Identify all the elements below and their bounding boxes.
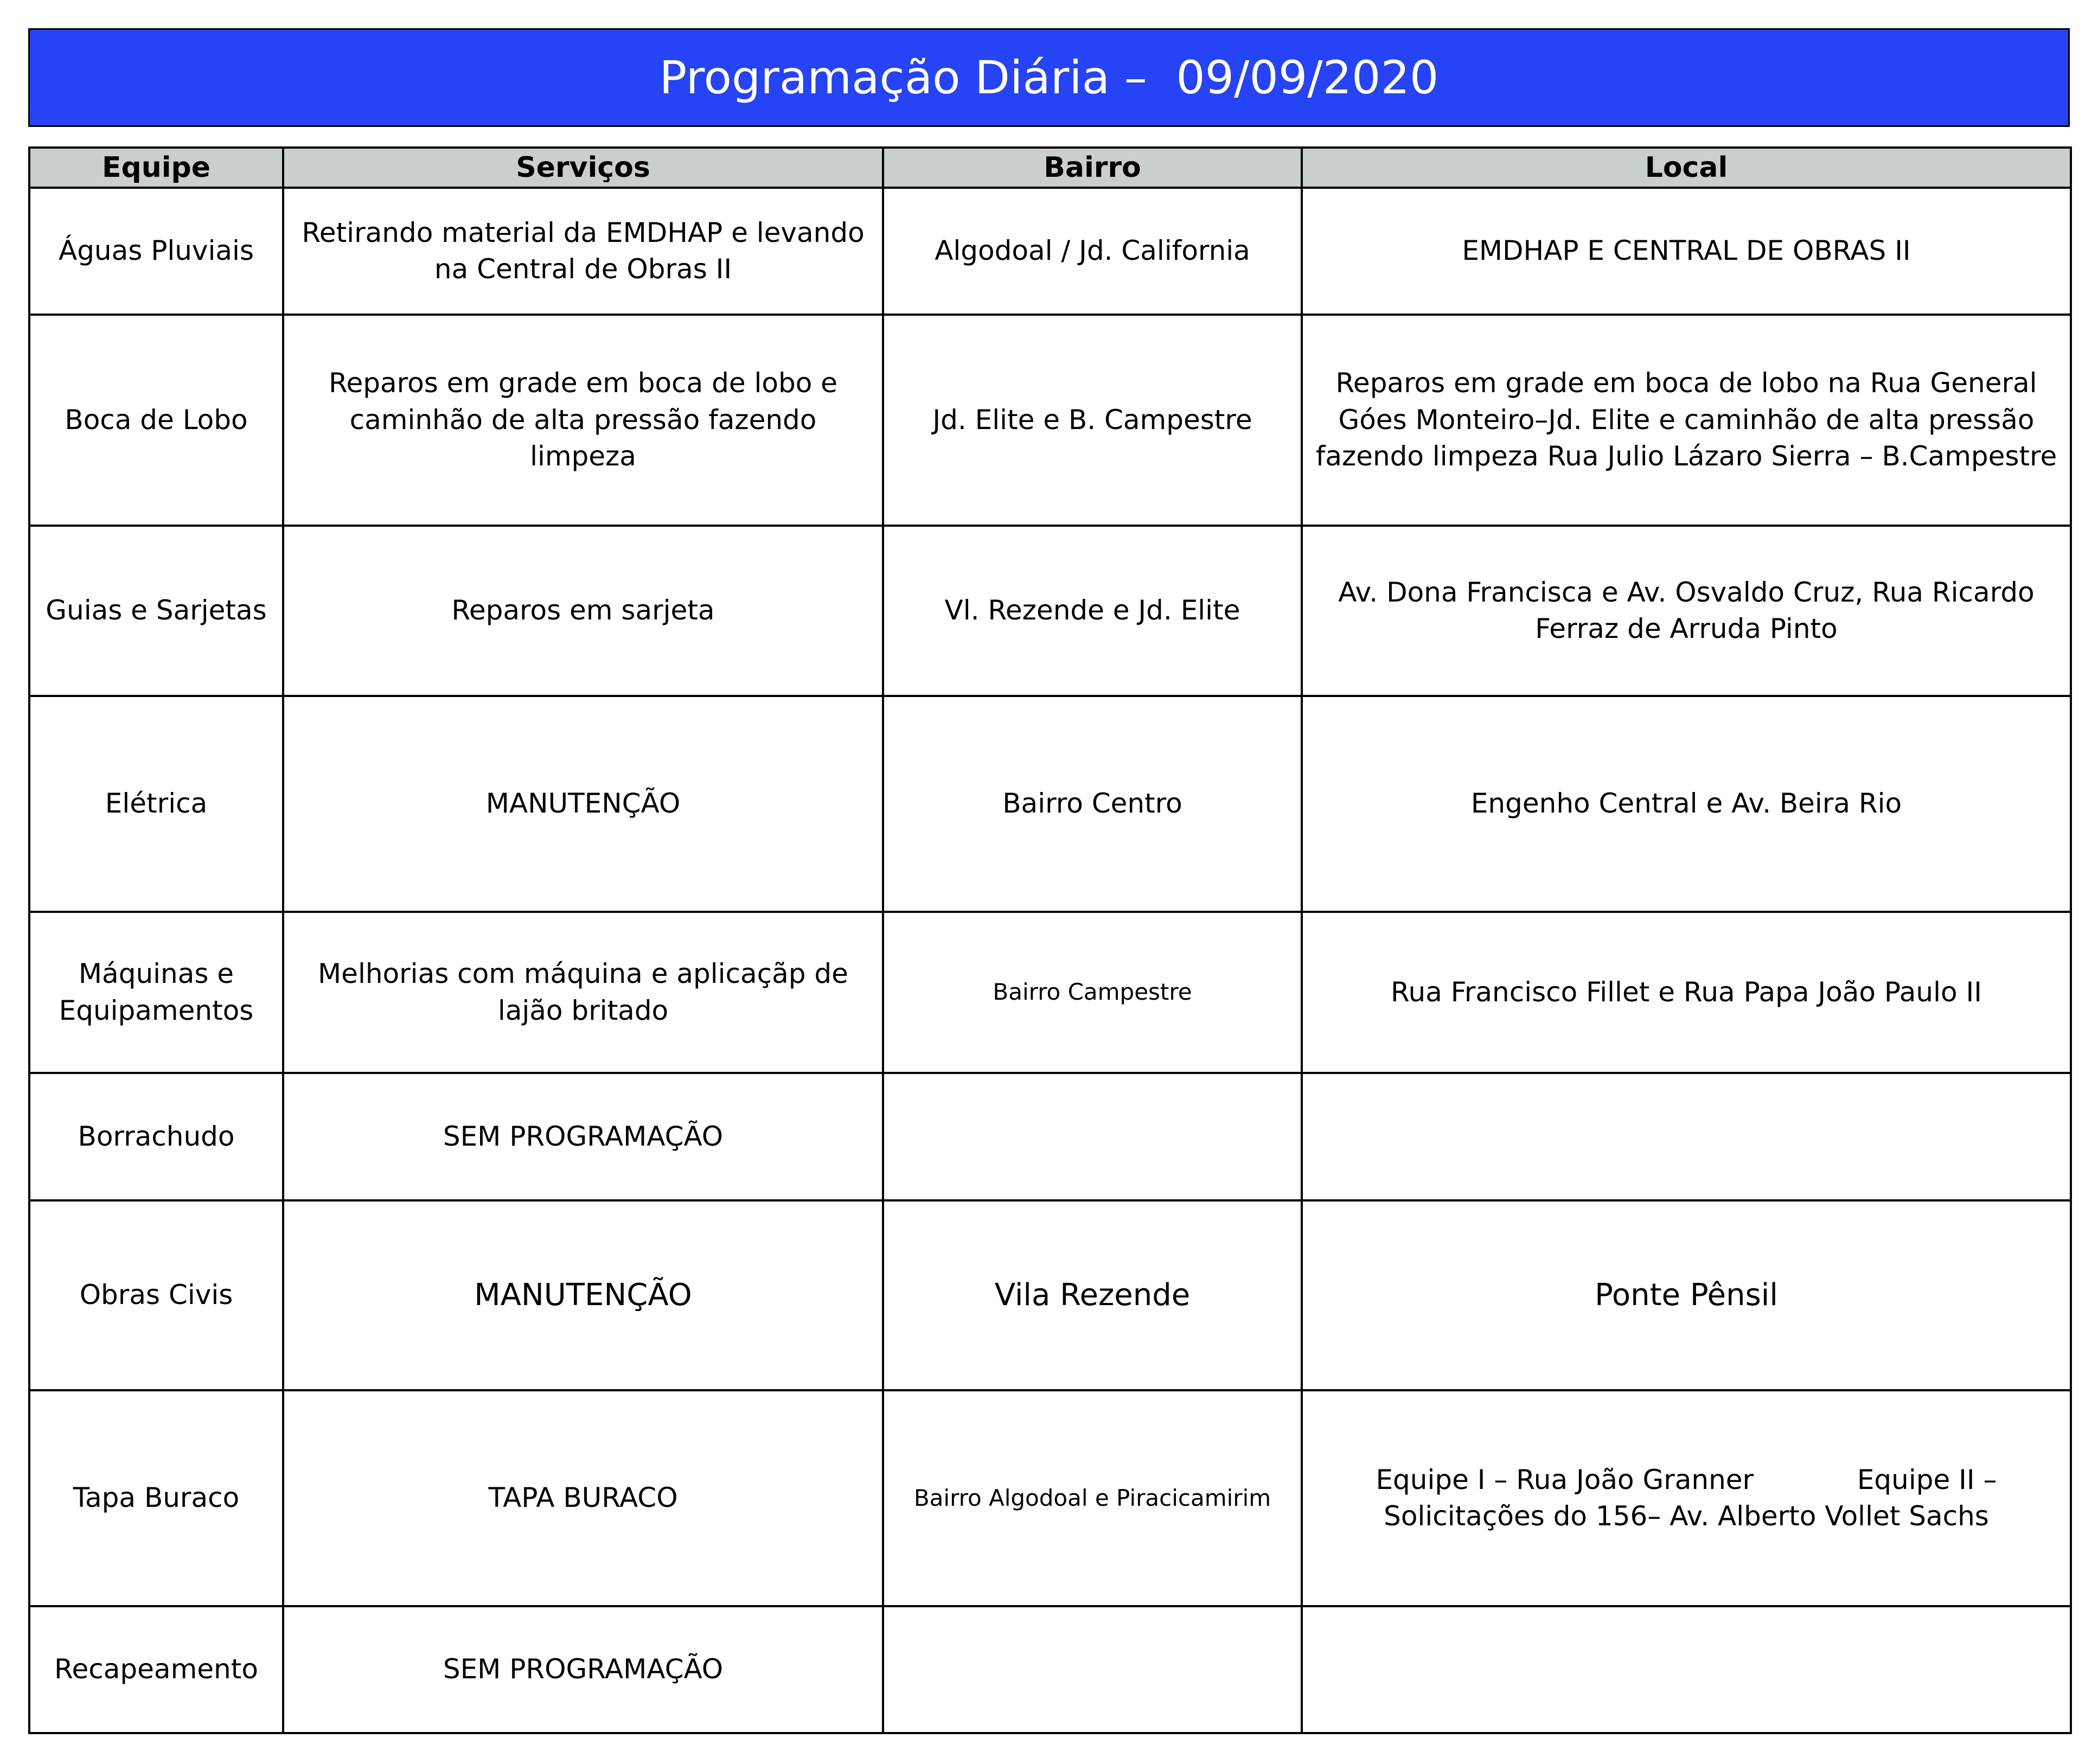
cell-bairro: Bairro Centro <box>883 696 1302 912</box>
cell-local: Equipe I – Rua João Granner Equipe II – Solicitações do 156– Av. Alberto Vollet Sachs <box>1302 1390 2071 1606</box>
column-header-bairro: Bairro <box>883 148 1302 188</box>
table-row <box>29 1200 2071 1390</box>
cell-local: Reparos em grade em boca de lobo na Rua General Góes Monteiro–Jd. Elite e caminhão de alta pressão fazendo limpeza Rua Julio Lázaro Sierra – B.Campestre <box>1302 315 2071 526</box>
table-row <box>29 1606 2071 1733</box>
table-row <box>29 526 2071 696</box>
cell-servicos: Reparos em grade em boca de lobo e caminhão de alta pressão fazendo limpeza <box>283 315 883 526</box>
cell-equipe: Guias e Sarjetas <box>29 526 283 696</box>
cell-bairro: Vl. Rezende e Jd. Elite <box>883 526 1302 696</box>
table-row <box>29 912 2071 1073</box>
cell-equipe: Boca de Lobo <box>29 315 283 526</box>
cell-servicos: Melhorias com máquina e aplicaçãp de lajão britado <box>283 912 883 1073</box>
cell-equipe: Recapeamento <box>29 1606 283 1733</box>
table-row <box>29 696 2071 912</box>
cell-equipe: Obras Civis <box>29 1200 283 1390</box>
cell-local: Rua Francisco Fillet e Rua Papa João Paulo II <box>1302 912 2071 1073</box>
cell-servicos: MANUTENÇÃO <box>283 1200 883 1390</box>
cell-bairro: Bairro Algodoal e Piracicamirim <box>883 1390 1302 1606</box>
cell-equipe: Máquinas e Equipamentos <box>29 912 283 1073</box>
table-row <box>29 315 2071 526</box>
table-row <box>29 1073 2071 1200</box>
column-header-servicos: Serviços <box>283 148 883 188</box>
cell-equipe: Águas Pluviais <box>29 188 283 315</box>
cell-local: Av. Dona Francisca e Av. Osvaldo Cruz, Rua Ricardo Ferraz de Arruda Pinto <box>1302 526 2071 696</box>
cell-equipe: Elétrica <box>29 696 283 912</box>
cell-servicos: SEM PROGRAMAÇÃO <box>283 1606 883 1733</box>
cell-local: Ponte Pênsil <box>1302 1200 2071 1390</box>
cell-servicos: TAPA BURACO <box>283 1390 883 1606</box>
cell-servicos: Reparos em sarjeta <box>283 526 883 696</box>
cell-servicos: MANUTENÇÃO <box>283 696 883 912</box>
cell-local <box>1302 1606 2071 1733</box>
cell-bairro: Jd. Elite e B. Campestre <box>883 315 1302 526</box>
cell-local <box>1302 1073 2071 1200</box>
schedule-table <box>28 146 2072 1734</box>
cell-equipe: Borrachudo <box>29 1073 283 1200</box>
cell-bairro: Vila Rezende <box>883 1200 1302 1390</box>
cell-servicos: SEM PROGRAMAÇÃO <box>283 1073 883 1200</box>
cell-local: Engenho Central e Av. Beira Rio <box>1302 696 2071 912</box>
column-header-equipe: Equipe <box>29 148 283 188</box>
column-header-local: Local <box>1302 148 2071 188</box>
title-bar <box>28 28 2070 127</box>
cell-local: EMDHAP E CENTRAL DE OBRAS II <box>1302 188 2071 315</box>
cell-bairro <box>883 1073 1302 1200</box>
table-row <box>29 1390 2071 1606</box>
cell-equipe: Tapa Buraco <box>29 1390 283 1606</box>
cell-bairro <box>883 1606 1302 1733</box>
cell-bairro: Bairro Campestre <box>883 912 1302 1073</box>
cell-servicos: Retirando material da EMDHAP e levando na Central de Obras II <box>283 188 883 315</box>
header-row <box>29 148 2071 188</box>
table-row <box>29 188 2071 315</box>
page-title: Programação Diária – 09/09/2020 <box>659 51 1439 104</box>
cell-bairro: Algodoal / Jd. California <box>883 188 1302 315</box>
